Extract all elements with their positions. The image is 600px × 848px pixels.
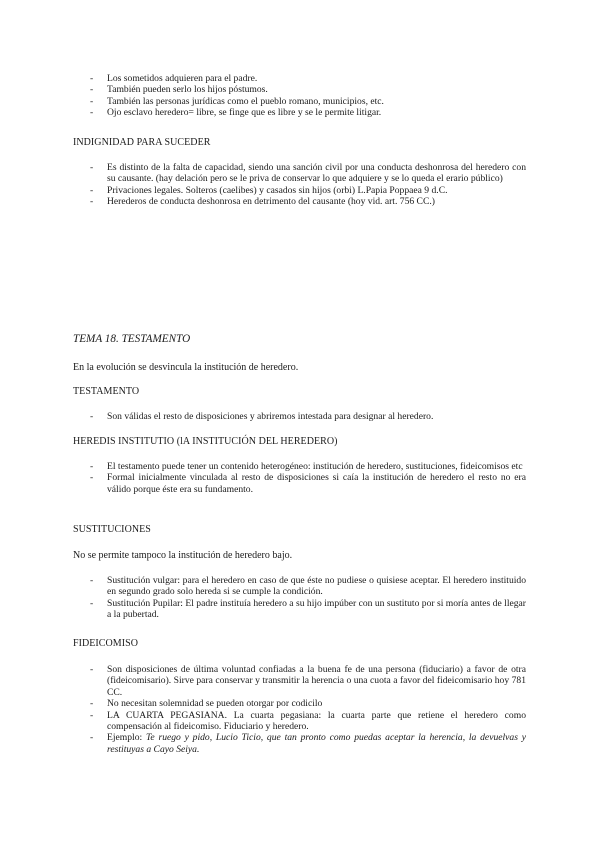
- list-item: [0, 698, 600, 709]
- list-item: [0, 73, 458, 84]
- bullet-dash: -: [90, 575, 94, 586]
- list-item-text: LA CUARTA PEGASIANA. La cuarta pegasiana: la cuarta parte que retiene el heredero como compensación al fideicomiso. Fiduciario y heredero.: [107, 709, 526, 733]
- list-item-text: Es distinto de la falta de capacidad, siendo una sanción civil por una conducta deshonrosa del heredero con su causante. (hay delación pero se le priva de conservar lo que adquiere y se lo queda el erario público): [107, 162, 526, 185]
- ejemplo-quote: Te ruego y pido, Lucio Ticio, que tan pronto como puedas aceptar la herencia, la devuelvas y restituyas a Cayo Seiya.: [107, 732, 527, 755]
- bullet-dash: -: [90, 597, 94, 609]
- bullet-dash: -: [90, 411, 94, 422]
- list-testamento: [0, 411, 507, 422]
- bullet-dash: -: [90, 461, 94, 472]
- list-item-text: Ojo esclavo heredero= libre, se finge que es libre y se le permite litigar.: [107, 107, 382, 119]
- bullet-dash: -: [90, 184, 94, 196]
- section-heading-fideicomiso: FIDEICOMISO: [73, 638, 138, 649]
- bullet-dash: -: [90, 107, 94, 119]
- list-item-text: Los sometidos adquieren para el padre.: [107, 73, 258, 84]
- list-fideicomiso: [0, 664, 600, 755]
- section-heading-testamento: TESTAMENTO: [73, 386, 140, 397]
- list-sustituciones: [0, 575, 600, 621]
- bullet-dash: -: [90, 162, 94, 173]
- list-item: [0, 710, 600, 733]
- list-item-text: Sustitución Pupilar: El padre instituía heredero a su hijo impúber con un sustituto por si moría antes de llegar a la pubertad.: [107, 597, 526, 621]
- list-item: [0, 732, 600, 755]
- bullet-dash: -: [90, 732, 94, 744]
- page-title: TEMA 18. TESTAMENTO: [73, 333, 191, 345]
- list-item-text: Son válidas el resto de disposiciones y abriremos intestada para designar al heredero.: [107, 411, 434, 422]
- list-item: [0, 196, 600, 207]
- list-item: [0, 162, 600, 185]
- list-item: [0, 84, 458, 95]
- list-item: [0, 472, 600, 495]
- list-item-text: Herederos de conducta deshonrosa en detrimento del causante (hoy vid. art. 756 CC.): [107, 196, 435, 208]
- list-item-text: También las personas jurídicas como el pueblo romano, municipios, etc.: [107, 95, 384, 107]
- bullet-dash: -: [90, 73, 94, 84]
- list-item-text: No necesitan solemnidad se pueden otorgar por codicilo: [107, 698, 323, 710]
- list-item-text: También pueden serlo los hijos póstumos.: [107, 84, 268, 96]
- list-item: [0, 411, 507, 422]
- list-item: [0, 107, 458, 118]
- list-indignidad: [0, 162, 600, 208]
- list-item-text: El testamento puede tener un contenido heterogéneo: institución de heredero, sustituciones, fideicomisos etc: [107, 461, 523, 472]
- sustituciones-intro: No se permite tampoco la institución de heredero bajo.: [73, 550, 293, 561]
- list-item: [0, 461, 600, 472]
- bullet-dash: -: [90, 472, 94, 484]
- bullet-dash: -: [90, 664, 94, 675]
- list-item: [0, 575, 600, 598]
- list-adquisicion: [0, 73, 458, 119]
- list-item: [0, 664, 600, 698]
- section-heading-sustituciones: SUSTITUCIONES: [73, 524, 151, 535]
- list-item: [0, 96, 458, 107]
- ejemplo-label: Ejemplo:: [107, 732, 143, 744]
- bullet-dash: -: [90, 95, 94, 107]
- list-item-text: Son disposiciones de última voluntad confiadas a la buena fe de una persona (fiduciario) a favor de otra (fideicomisario). Sirve para conservar y transmitir la herencia o una cuota a favor del fideicomisario hoy 781 CC.: [107, 664, 526, 698]
- section-heading-indignidad: INDIGNIDAD PARA SUCEDER: [73, 137, 211, 148]
- bullet-dash: -: [90, 709, 94, 721]
- list-item-text: Sustitución vulgar: para el heredero en caso de que éste no pudiese o quisiese aceptar. El heredero instituido en segundo grado solo hereda si se cumple la condición.: [107, 575, 526, 598]
- list-heredis: [0, 461, 600, 495]
- list-item-text: Formal inicialmente vinculada al resto de disposiciones si caía la institución de heredero el resto no era válido porque éste era su fundamento.: [107, 472, 526, 495]
- bullet-dash: -: [90, 196, 94, 208]
- bullet-dash: -: [90, 698, 94, 710]
- list-item: [0, 598, 600, 621]
- list-item-text: Privaciones legales. Solteros (caelibes) y casados sin hijos (orbi) L.Papia Poppaea 9 d.C.: [107, 184, 448, 196]
- section-heading-heredis: HEREDIS INSTITUTIO (lA INSTITUCIÓN DEL HEREDERO): [73, 436, 338, 447]
- intro-paragraph: En la evolución se desvincula la institución de heredero.: [73, 362, 299, 373]
- list-item: [0, 185, 600, 196]
- bullet-dash: -: [90, 84, 94, 96]
